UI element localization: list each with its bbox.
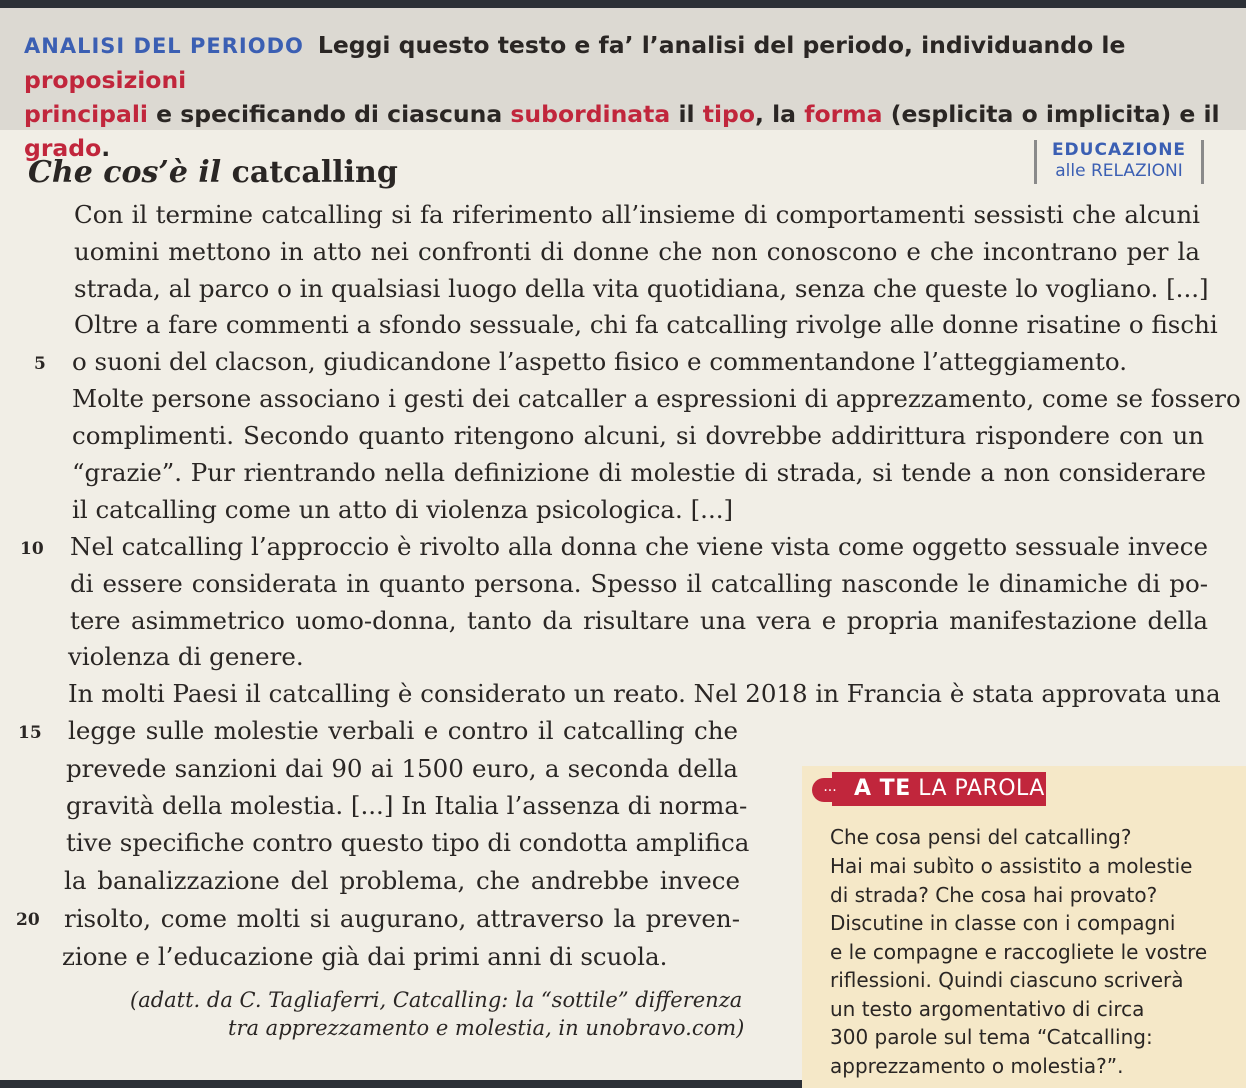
- box-line: di strada? Che cosa hai provato?: [830, 883, 1158, 907]
- article-title: [28, 155, 398, 190]
- box-heading-rest: LA PAROLA: [910, 776, 1045, 801]
- article-title-italic: Che cos’è il: [28, 155, 222, 190]
- text-line: gravità della molestia. [...] In Italia l’assenza di norma-: [66, 791, 748, 820]
- line-number: 5: [34, 354, 46, 374]
- source-line-1: (adatt. da C. Tagliaferri, Catcalling: la “sottile” differenza: [130, 988, 743, 1012]
- box-line: apprezzamento o molestia?”.: [830, 1054, 1124, 1078]
- text-line: Oltre a fare commenti a sfondo sessuale, chi fa catcalling rivolge alle donne risatine o fischi: [74, 310, 1218, 339]
- line-number: 15: [18, 723, 42, 743]
- text-line: Molte persone associano i gesti dei catcaller a espressioni di apprezzamento, come se fossero: [72, 384, 1241, 413]
- exercise-text-1: Leggi questo testo e fa’ l’analisi del periodo, individuando le: [317, 31, 1126, 59]
- text-line: In molti Paesi il catcalling è considerato un reato. Nel 2018 in Francia è stata approvata una: [68, 679, 1221, 708]
- text-line: tere asimmetrico uomo-donna, tanto da risultare una vera e propria manifestazione della: [70, 606, 1208, 635]
- keyword-principali: principali: [24, 100, 148, 128]
- text-line: risolto, come molti si augurano, attraverso la preven-: [64, 904, 740, 933]
- text-line: “grazie”. Pur rientrando nella definizione di molestie di strada, si tende a non considerare: [72, 458, 1206, 487]
- box-heading: [823, 772, 1046, 806]
- exercise-text-2: e specificando di ciascuna: [147, 100, 511, 128]
- a-te-la-parola-box: [802, 766, 1246, 1088]
- text-line: complimenti. Secondo quanto ritengono alcuni, si dovrebbe addirittura rispondere con un: [72, 421, 1204, 450]
- text-line: strada, al parco o in qualsiasi luogo della vita quotidiana, senza che queste lo vogliano. [...]: [74, 274, 1209, 303]
- line-number: 20: [16, 910, 40, 930]
- text-line: il catcalling come un atto di violenza psicologica. [...]: [72, 495, 734, 524]
- box-line: Discutine in classe con i compagni: [830, 911, 1176, 935]
- badge-line-1: EDUCAZIONE: [1051, 140, 1187, 160]
- text-line: violenza di genere.: [68, 642, 304, 671]
- text-line: prevede sanzioni dai 90 ai 1500 euro, a seconda della: [66, 754, 738, 783]
- textbook-page: [0, 8, 1246, 1080]
- exercise-label: ANALISI DEL PERIODO: [24, 34, 304, 58]
- text-line: tive specifiche contro questo tipo di condotta amplifica: [66, 828, 750, 857]
- text-line: di essere considerata in quanto persona. Spesso il catcalling nasconde le dinamiche di po-: [70, 569, 1208, 598]
- text-line: la banalizzazione del problema, che andrebbe invece: [64, 866, 740, 895]
- exercise-text-5: (esplicita o implicita) e il: [882, 100, 1220, 128]
- section-badge: [1034, 140, 1204, 184]
- text-line: o suoni del clacson, giudicandone l’aspetto fisico e commentandone l’atteggiamento.: [72, 347, 1127, 376]
- article-title-rest: catcalling: [221, 155, 398, 190]
- text-line: uomini mettono in atto nei confronti di donne che non conoscono e che incontrano per la: [74, 237, 1200, 266]
- keyword-tipo: tipo: [702, 100, 756, 128]
- box-line: Che cosa pensi del catcalling?: [830, 825, 1132, 849]
- speech-bubble-icon: ...: [812, 778, 848, 802]
- badge-line-2: alle RELAZIONI: [1055, 161, 1183, 181]
- keyword-proposizioni: proposizioni: [24, 66, 187, 94]
- box-line: e le compagne e raccogliete le vostre: [830, 940, 1208, 964]
- exercise-text-3: il: [670, 100, 703, 128]
- keyword-forma: forma: [804, 100, 883, 128]
- box-line: Hai mai subìto o assistito a molestie: [830, 854, 1193, 878]
- text-line: zione e l’educazione già dai primi anni di scuola.: [62, 942, 668, 971]
- box-line: un testo argomentativo di circa: [830, 997, 1145, 1021]
- text-line: Nel catcalling l’approccio è rivolto alla donna che viene vista come oggetto sessuale invece: [70, 532, 1208, 561]
- line-number: 10: [20, 539, 44, 559]
- box-line: riflessioni. Quindi ciascuno scriverà: [830, 968, 1184, 992]
- text-line: legge sulle molestie verbali e contro il catcalling che: [68, 716, 738, 745]
- exercise-text-4: , la: [755, 100, 805, 128]
- keyword-subordinata: subordinata: [510, 100, 671, 128]
- source-line-2: tra apprezzamento e molestia, in unobravo.com): [228, 1016, 745, 1040]
- exercise-text-6: .: [101, 134, 111, 162]
- box-line: 300 parole sul tema “Catcalling:: [830, 1025, 1153, 1049]
- keyword-grado: grado: [24, 134, 102, 162]
- box-heading-bold: A TE: [854, 776, 911, 801]
- text-line: Con il termine catcalling si fa riferimento all’insieme di comportamenti sessisti che alcuni: [74, 200, 1200, 229]
- box-heading-label: [854, 776, 1045, 801]
